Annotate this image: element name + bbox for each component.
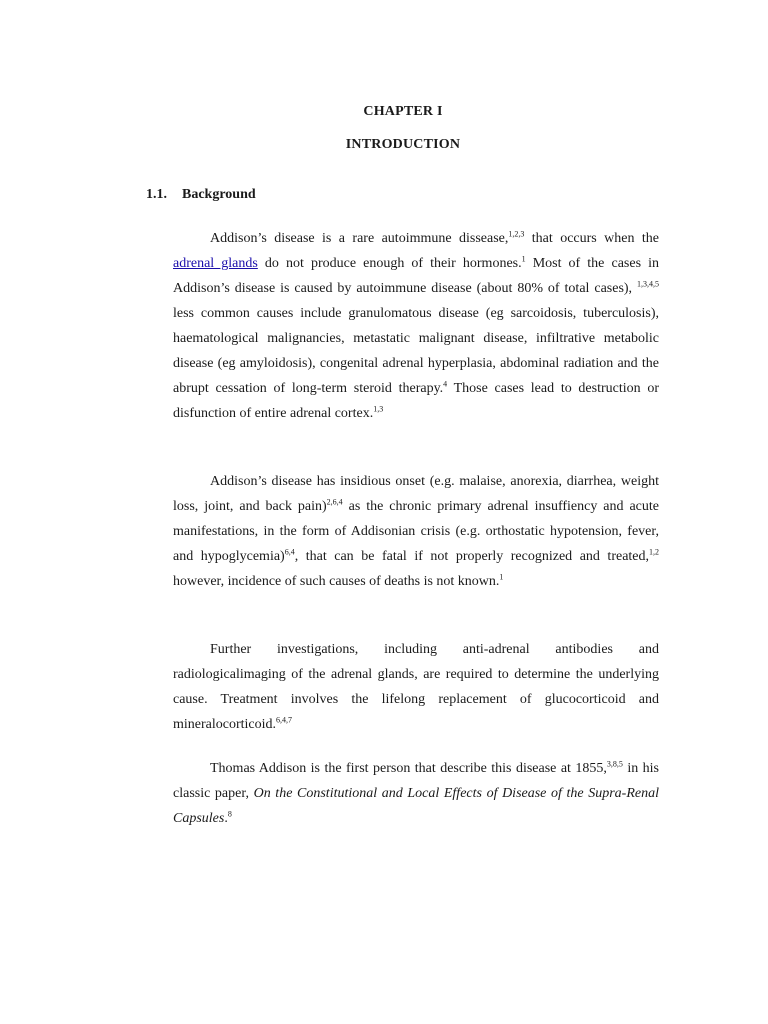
p4-text-1: Thomas Addison is the first person that describe this disease at 1855, — [210, 761, 607, 776]
p1-citation-5: 1,3 — [373, 404, 384, 414]
p1-citation-4: 4 — [443, 379, 448, 389]
p1-citation-3: 1,3,4,5 — [637, 279, 659, 289]
p1-text-6: Those cases lead to destruction or disfunction of entire adrenal cortex. — [173, 381, 659, 421]
paragraph-3 — [173, 637, 659, 737]
p4-citation-1: 3,8,5 — [606, 759, 623, 769]
paper-title: On the Constitutional and Local Effects of Disease of the Supra-Renal Capsules — [173, 786, 659, 826]
adrenal-glands-link[interactable]: adrenal glands — [173, 256, 258, 271]
paragraph-2 — [173, 469, 659, 594]
p3-citation-1: 6,4,7 — [276, 715, 293, 725]
section-number: 1.1. — [146, 187, 167, 202]
p2-citation-1: 2,6,4 — [326, 497, 343, 507]
chapter-label: CHAPTER I — [363, 104, 443, 119]
section-heading — [146, 187, 256, 203]
p2-text-1: Addison’s disease has insidious onset (e.g. malaise, anorexia, diarrhea, weight loss, joint, and back pain) — [173, 474, 659, 514]
paragraph-4 — [173, 756, 659, 831]
p4-text-3: . — [224, 811, 228, 826]
p1-citation-1: 1,2,3 — [508, 229, 525, 239]
p2-text-3: , that can be fatal if not properly recognized and treated, — [294, 549, 650, 564]
p2-citation-2: 6,4 — [284, 547, 295, 557]
p1-text-5: less common causes include granulomatous disease (eg sarcoidosis, tuberculosis), haematological malignancies, metastatic malignant disease, infiltrative metabolic disease (eg amyloidosis), congenital adrenal hyperplasia, abdominal radiation and the abrupt cessation of long-term steroid therapy. — [173, 306, 659, 396]
chapter-title: INTRODUCTION — [345, 137, 461, 152]
p4-text-2: in his classic paper, — [173, 761, 659, 801]
p1-citation-2: 1 — [521, 254, 526, 264]
p3-text-1: Further investigations, including anti-adrenal antibodies and radiologicalimaging of the adrenal glands, are required to determine the underlying cause. Treatment involves the lifelong replacement of glucocorticoid and mineralocorticoid. — [173, 642, 659, 732]
p2-citation-3: 1,2 — [649, 547, 660, 557]
paragraph-1 — [173, 226, 659, 426]
p2-text-2: as the chronic primary adrenal insuffiency and acute manifestations, in the form of Addisonian crisis (e.g. orthostatic hypotension, fever, and hypoglycemia) — [173, 499, 659, 564]
section-title: Background — [182, 187, 256, 202]
p1-text-4: Most of the cases in Addison’s disease is caused by autoimmune disease (about 80% of total cases), — [173, 256, 659, 296]
p4-citation-2: 8 — [227, 809, 232, 819]
p1-text-2: that occurs when the — [524, 231, 659, 246]
p2-citation-4: 1 — [499, 572, 504, 582]
p1-text-1: Addison’s disease is a rare autoimmune dissease, — [210, 231, 509, 246]
p1-text-3: do not produce enough of their hormones. — [257, 256, 522, 271]
p2-text-4: however, incidence of such causes of deaths is not known. — [173, 574, 500, 589]
